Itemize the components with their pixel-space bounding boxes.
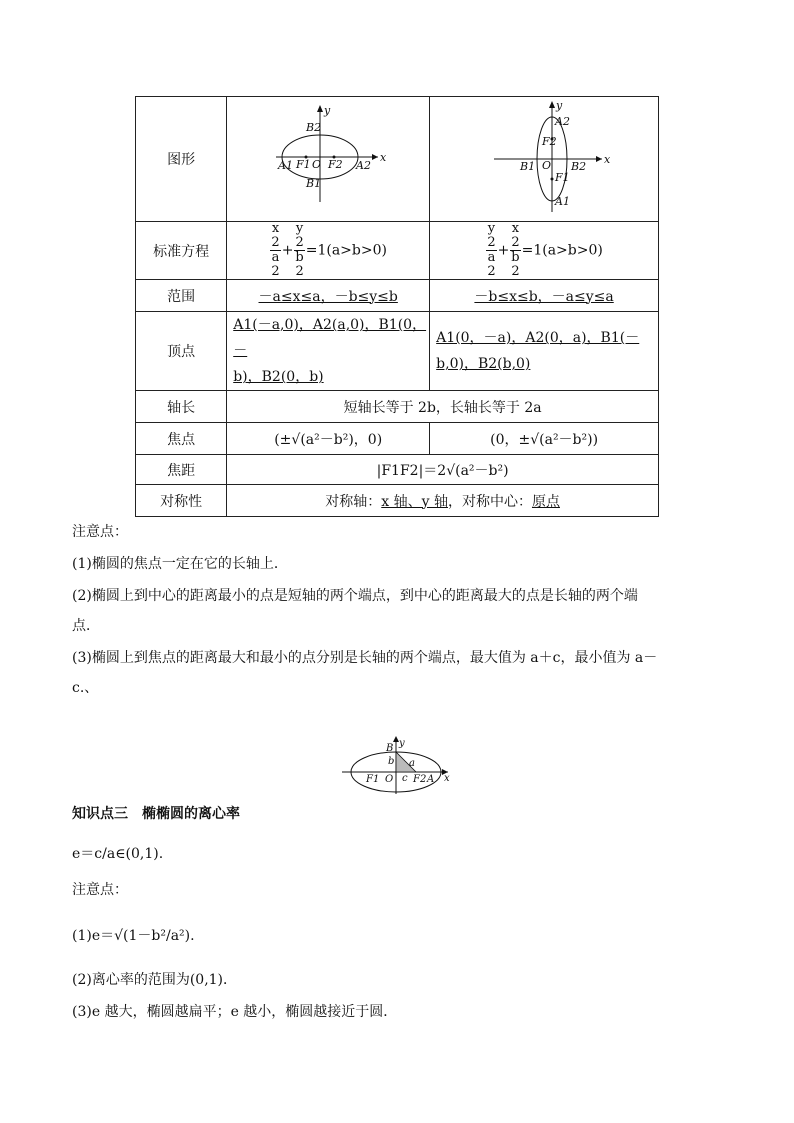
label-B1: B1 [520, 160, 536, 173]
label-x: x [604, 153, 611, 166]
symmetry-prefix: 对称轴： [325, 493, 382, 510]
label-F2: F2 [413, 774, 427, 785]
label-B1: B1 [306, 177, 322, 190]
equation-horizontal: x 2 a 2 + y 2 b 2 =1(a>b>0) [227, 222, 430, 280]
section-note-1: (1)e＝√(1－b²/a²). [72, 928, 195, 944]
row-label-focal: 焦距 [136, 455, 227, 485]
vertex-line-1: A1(0，－a)，A2(0，a)，B1(－ [436, 330, 640, 346]
symmetry-axes: x 轴、y 轴 [381, 493, 448, 510]
row-label-figure: 图形 [136, 97, 227, 222]
vertex-line-2: b,0)，B2(b,0) [436, 356, 531, 372]
label-A: A [427, 774, 435, 785]
label-O: O [312, 158, 322, 171]
figure-vertical-ellipse [430, 97, 659, 222]
label-F1: F1 [366, 774, 380, 785]
note-3b: c.、 [72, 680, 99, 696]
range-vertical: －b≤x≤b，－a≤y≤a [430, 280, 659, 312]
equation-vertical: y 2 a 2 + x 2 b 2 =1(a>b>0) [430, 222, 659, 280]
label-A1: A1 [555, 195, 571, 208]
range-horizontal: －a≤x≤a，－b≤y≤b [227, 280, 430, 312]
vertex-line-2: b)，B2(0，b) [233, 369, 324, 385]
label-F2: F2 [328, 158, 343, 171]
row-label-equation: 标准方程 [136, 222, 227, 280]
label-y: y [399, 738, 405, 749]
label-F1: F1 [296, 158, 311, 171]
symmetry-cell [227, 485, 659, 517]
label-F2: F2 [542, 135, 557, 148]
label-B2: B2 [306, 121, 322, 134]
focal-triangle-diagram [338, 734, 458, 796]
section-notes-heading: 注意点： [72, 882, 128, 898]
row-label-axis: 轴长 [136, 391, 227, 423]
vertex-horizontal [227, 312, 430, 391]
focus-horizontal: (±√(a²－b²)，0) [227, 423, 430, 455]
label-A1: A1 [278, 159, 294, 172]
symmetry-center: 原点 [531, 493, 560, 510]
label-x: x [444, 773, 450, 784]
label-b: b [388, 756, 395, 767]
label-B: B [386, 743, 394, 754]
note-1: (1)椭圆的焦点一定在它的长轴上． [72, 556, 288, 572]
row-label-symmetry: 对称性 [136, 485, 227, 517]
label-O: O [542, 159, 552, 172]
ellipse-properties-table [135, 96, 659, 517]
focus-vertical: (0，±√(a²－b²)) [430, 423, 659, 455]
equation-tail: =1(a>b>0) [521, 242, 603, 259]
label-a: a [409, 758, 415, 769]
note-3a: (3)椭圆上到焦点的距离最大和最小的点分别是长轴的两个端点，最大值为 a＋c，最小值为 a－ [72, 650, 658, 666]
row-label-range: 范围 [136, 280, 227, 312]
row-label-vertex: 顶点 [136, 312, 227, 391]
section-note-3: (3)e 越大，椭圆越扁平；e 越小，椭圆越接近于圆． [72, 1004, 398, 1020]
note-2b: 点． [72, 618, 100, 634]
focal-distance: |F1F2|＝2√(a²－b²) [227, 455, 659, 485]
figure-horizontal-ellipse [227, 97, 430, 222]
eccentricity-definition: e＝c/a∈(0,1). [72, 846, 164, 862]
section-title: 知识点三 椭椭圆的离心率 [72, 806, 240, 822]
equation-tail: =1(a>b>0) [305, 242, 387, 259]
label-O: O [385, 774, 394, 785]
note-2a: (2)椭圆上到中心的距离最小的点是短轴的两个端点，到中心的距离最大的点是长轴的两个端 [72, 588, 638, 604]
symmetry-mid: ，对称中心： [447, 493, 532, 510]
horizontal-ellipse-diagram [228, 97, 428, 217]
label-x: x [380, 151, 387, 164]
label-A2: A2 [356, 159, 372, 172]
label-B2: B2 [571, 160, 587, 173]
vertex-line-1: A1(－a,0)，A2(a,0)，B1(0，－ [233, 317, 427, 359]
label-y: y [324, 104, 331, 117]
notes-heading: 注意点： [72, 524, 128, 540]
row-label-focus: 焦点 [136, 423, 227, 455]
vertex-vertical [430, 312, 659, 391]
vertical-ellipse-diagram [434, 97, 654, 217]
label-y: y [556, 99, 563, 112]
label-F1: F1 [555, 171, 570, 184]
axis-lengths: 短轴长等于 2b，长轴长等于 2a [227, 391, 659, 423]
label-c: c [402, 773, 408, 784]
section-note-2: (2)离心率的范围为(0,1)． [72, 972, 238, 988]
label-A2: A2 [555, 115, 571, 128]
